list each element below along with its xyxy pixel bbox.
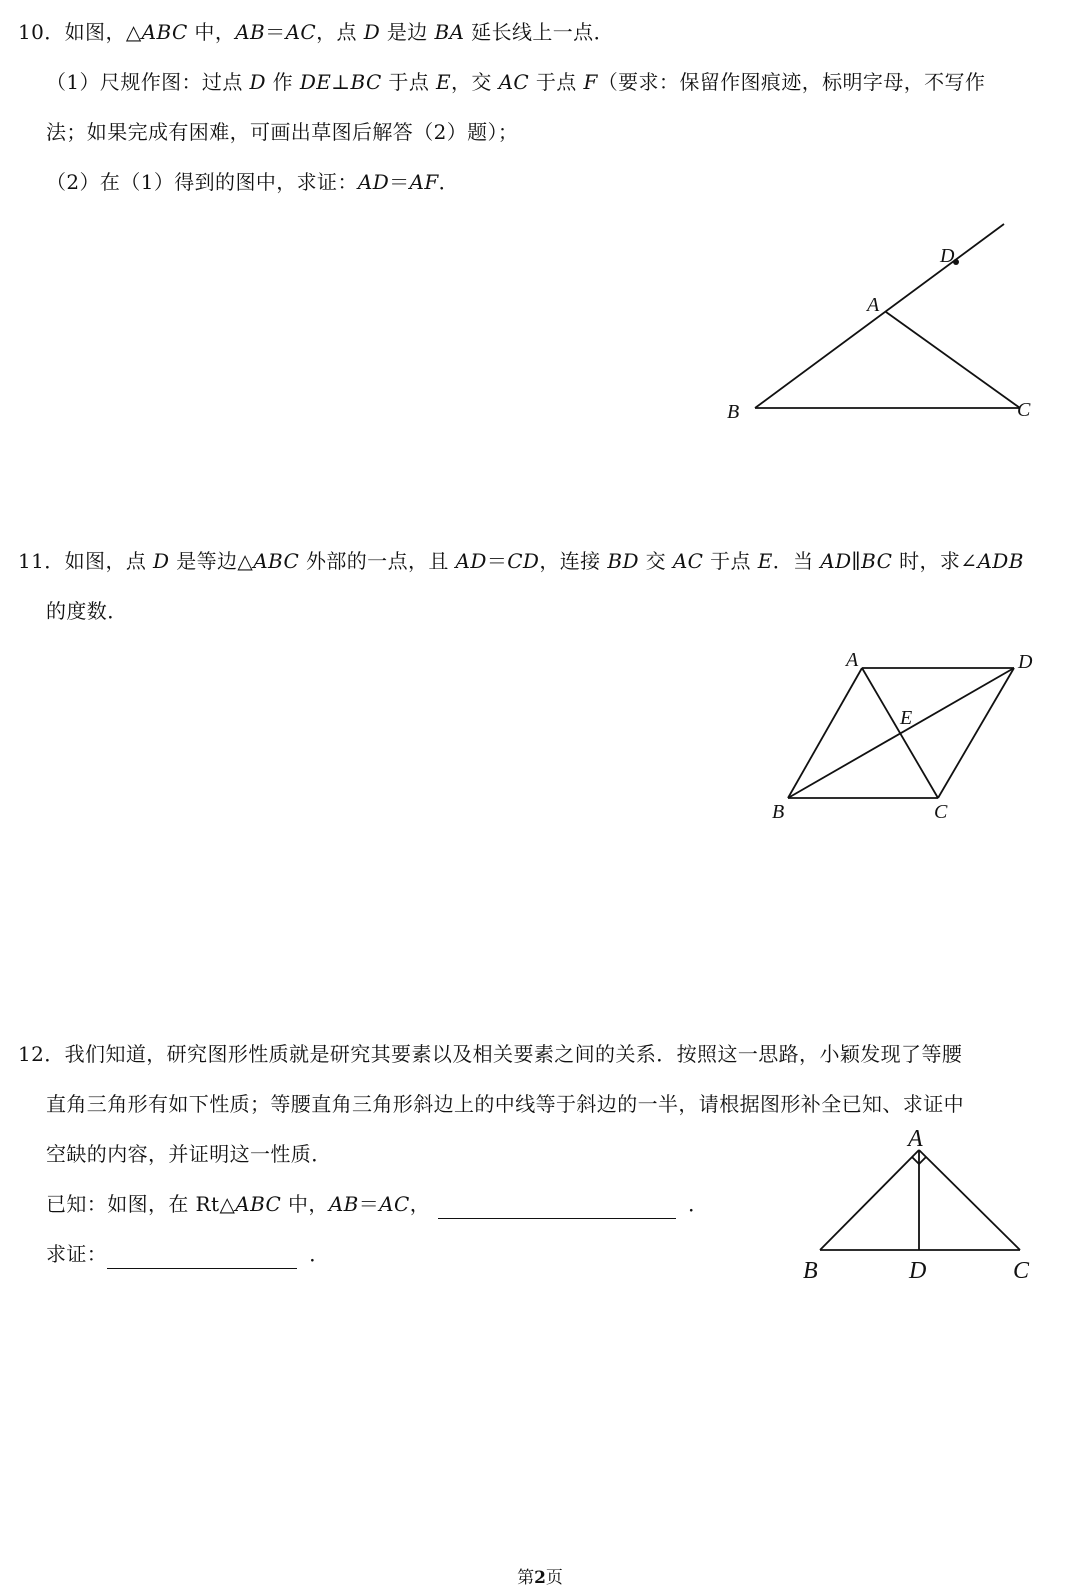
q12-prove: 求证： ． <box>46 1240 330 1269</box>
q12-line2: 直角三角形有如下性质；等腰直角三角形斜边上的中线等于斜边的一半，请根据图形补全已知、求证中 <box>46 1092 964 1116</box>
q12-line3: 空缺的内容，并证明这一性质． <box>46 1142 332 1166</box>
q12-label-D: D <box>909 1258 927 1284</box>
q11-label-D: D <box>1018 651 1033 673</box>
q12-segment-AB <box>820 1150 919 1250</box>
q10-label-A: A <box>867 294 880 316</box>
q12-label-A: A <box>908 1126 923 1152</box>
q10-label-D: D <box>940 245 955 267</box>
q12-given: 已知：如图，在 Rt△ABC 中，AB＝AC， ． <box>46 1190 709 1219</box>
prove-answer-blank[interactable] <box>107 1240 297 1269</box>
page-footer: 第2页 <box>517 1568 563 1588</box>
q10-part1-line2: 法；如果完成有困难，可画出草图后解答（2）题）； <box>46 120 519 144</box>
q12-label-C: C <box>1013 1258 1030 1284</box>
q12-label-B: B <box>803 1258 818 1284</box>
q11-label-B: B <box>772 801 785 823</box>
q10-part1-line1: （1）尺规作图：过点 D 作 DE⊥BC 于点 E，交 AC 于点 F（要求：保留作图痕迹，标明字母，不写作 <box>46 70 986 94</box>
q11-segment-AB <box>788 668 862 798</box>
q10-part2: （2）在（1）得到的图中，求证：AD＝AF． <box>46 170 460 194</box>
q11-segment-CD <box>938 668 1014 798</box>
q10-label-B: B <box>727 401 740 423</box>
q11-figure <box>760 640 1050 830</box>
q11-label-A: A <box>846 649 859 671</box>
q11-line2: 的度数． <box>46 599 128 623</box>
q10-stem: 10．如图，△ABC 中，AB＝AC，点 D 是边 BA 延长线上一点． <box>18 20 614 44</box>
q12-line1: 12．我们知道，研究图形性质就是研究其要素以及相关要素之间的关系．按照这一思路，小颖发现了等腰 <box>18 1042 963 1066</box>
q12-segment-AC <box>919 1150 1020 1250</box>
given-answer-blank[interactable] <box>438 1190 676 1219</box>
q10-figure <box>720 220 1050 430</box>
q10-segment-AC <box>886 312 1020 408</box>
q10-ray-BD <box>755 224 1004 408</box>
q11-label-E: E <box>900 707 913 729</box>
q12-figure <box>795 1128 1045 1288</box>
q10-label-C: C <box>1017 399 1031 421</box>
q11-line1: 11．如图，点 D 是等边△ABC 外部的一点，且 AD＝CD，连接 BD 交 AC 于点 E．当 AD∥BC 时，求∠ADB <box>18 549 1024 573</box>
q11-label-C: C <box>934 801 948 823</box>
q11-segment-BD <box>788 668 1014 798</box>
